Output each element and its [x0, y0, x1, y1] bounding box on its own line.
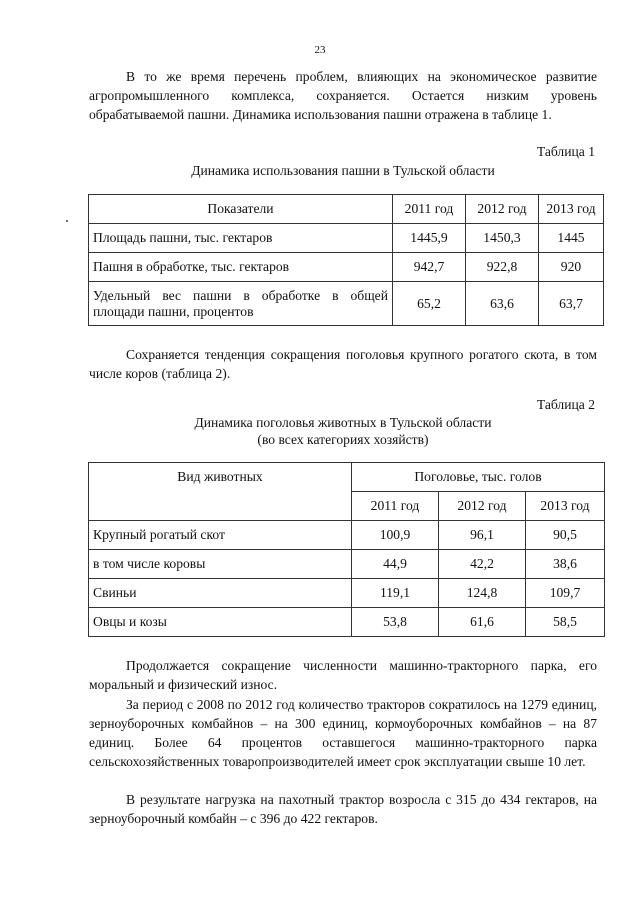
cell-value: 124,8: [439, 579, 526, 608]
table1: [88, 194, 604, 326]
paragraph-fleet: Продолжается сокращение численности машинно-тракторного парка, его моральный и физический износ.: [89, 658, 597, 692]
table-row: [89, 224, 604, 253]
page-number: 23: [314, 44, 326, 56]
table-row: [89, 253, 604, 282]
table2-title: Динамика поголовья животных в Тульской области: [194, 415, 492, 430]
table-row: [89, 521, 605, 550]
table1-label: Таблица 1: [536, 144, 595, 159]
cell-value: 100,9: [352, 521, 439, 550]
table1-header-2012: 2012 год: [466, 195, 539, 224]
table2-header-row: [89, 463, 605, 492]
cell-value: 61,6: [439, 608, 526, 637]
row-label: Удельный вес пашни в обработке в общей площади пашни, процентов: [89, 282, 393, 326]
table2-header-2013: 2013 год: [526, 492, 605, 521]
cell-value: 42,2: [439, 550, 526, 579]
table-row: [89, 608, 605, 637]
cell-value: 38,6: [526, 550, 605, 579]
cell-value: 920: [539, 253, 604, 282]
cell-value: 119,1: [352, 579, 439, 608]
table1-header-2013: 2013 год: [539, 195, 604, 224]
paragraph-period: За период с 2008 по 2012 год количество тракторов сократилось на 1279 единиц, зерноуборочных комбайнов – на 300 единиц, кормоуборочных комбайнов – на 87 единиц. Более 64 процентов оставшегося машинно-тракторного парка сельскохозяйственных товаропроизводителей имеет срок эксплуатации свыше 10 лет.: [89, 697, 597, 769]
cell-value: 65,2: [393, 282, 466, 326]
intro-paragraph: В то же время перечень проблем, влияющих на экономическое развитие агропромышленного комплекса, сохраняется. Остается низким уровень обрабатываемой пашни. Динамика использования пашни отражена в таблице 1.: [89, 69, 597, 122]
table2-header-kind: Вид животных: [89, 463, 352, 521]
table-row: [89, 579, 605, 608]
table-row: [89, 550, 605, 579]
table2-header-group: Поголовье, тыс. голов: [352, 463, 605, 492]
cell-value: 922,8: [466, 253, 539, 282]
table1-title: Динамика использования пашни в Тульской области: [191, 163, 495, 178]
cell-value: 90,5: [526, 521, 605, 550]
table2: [88, 462, 605, 637]
table1-header-2011: 2011 год: [393, 195, 466, 224]
row-label: Площадь пашни, тыс. гектаров: [89, 224, 393, 253]
table2-label: Таблица 2: [536, 397, 595, 412]
paragraph-load: В результате нагрузка на пахотный трактор возросла с 315 до 434 гектаров, на зерноуборочный комбайн – с 396 до 422 гектаров.: [89, 792, 597, 826]
row-label: Свиньи: [89, 579, 352, 608]
cell-value: 53,8: [352, 608, 439, 637]
cell-value: 942,7: [393, 253, 466, 282]
cell-value: 1445: [539, 224, 604, 253]
scan-speck: [66, 220, 68, 222]
cell-value: 109,7: [526, 579, 605, 608]
cell-value: 96,1: [439, 521, 526, 550]
table1-header-indicator: Показатели: [89, 195, 393, 224]
table-row: [89, 282, 604, 326]
cell-value: 1445,9: [393, 224, 466, 253]
row-label: Пашня в обработке, тыс. гектаров: [89, 253, 393, 282]
cell-value: 58,5: [526, 608, 605, 637]
row-label: Овцы и козы: [89, 608, 352, 637]
row-label: Крупный рогатый скот: [89, 521, 352, 550]
row-label: в том числе коровы: [89, 550, 352, 579]
cell-value: 44,9: [352, 550, 439, 579]
table2-subtitle: (во всех категориях хозяйств): [257, 432, 429, 447]
table1-header-row: [89, 195, 604, 224]
cell-value: 1450,3: [466, 224, 539, 253]
table2-header-2012: 2012 год: [439, 492, 526, 521]
cell-value: 63,7: [539, 282, 604, 326]
cattle-paragraph: Сохраняется тенденция сокращения поголовья крупного рогатого скота, в том числе коров (таблица 2).: [89, 347, 597, 381]
cell-value: 63,6: [466, 282, 539, 326]
table2-header-2011: 2011 год: [352, 492, 439, 521]
